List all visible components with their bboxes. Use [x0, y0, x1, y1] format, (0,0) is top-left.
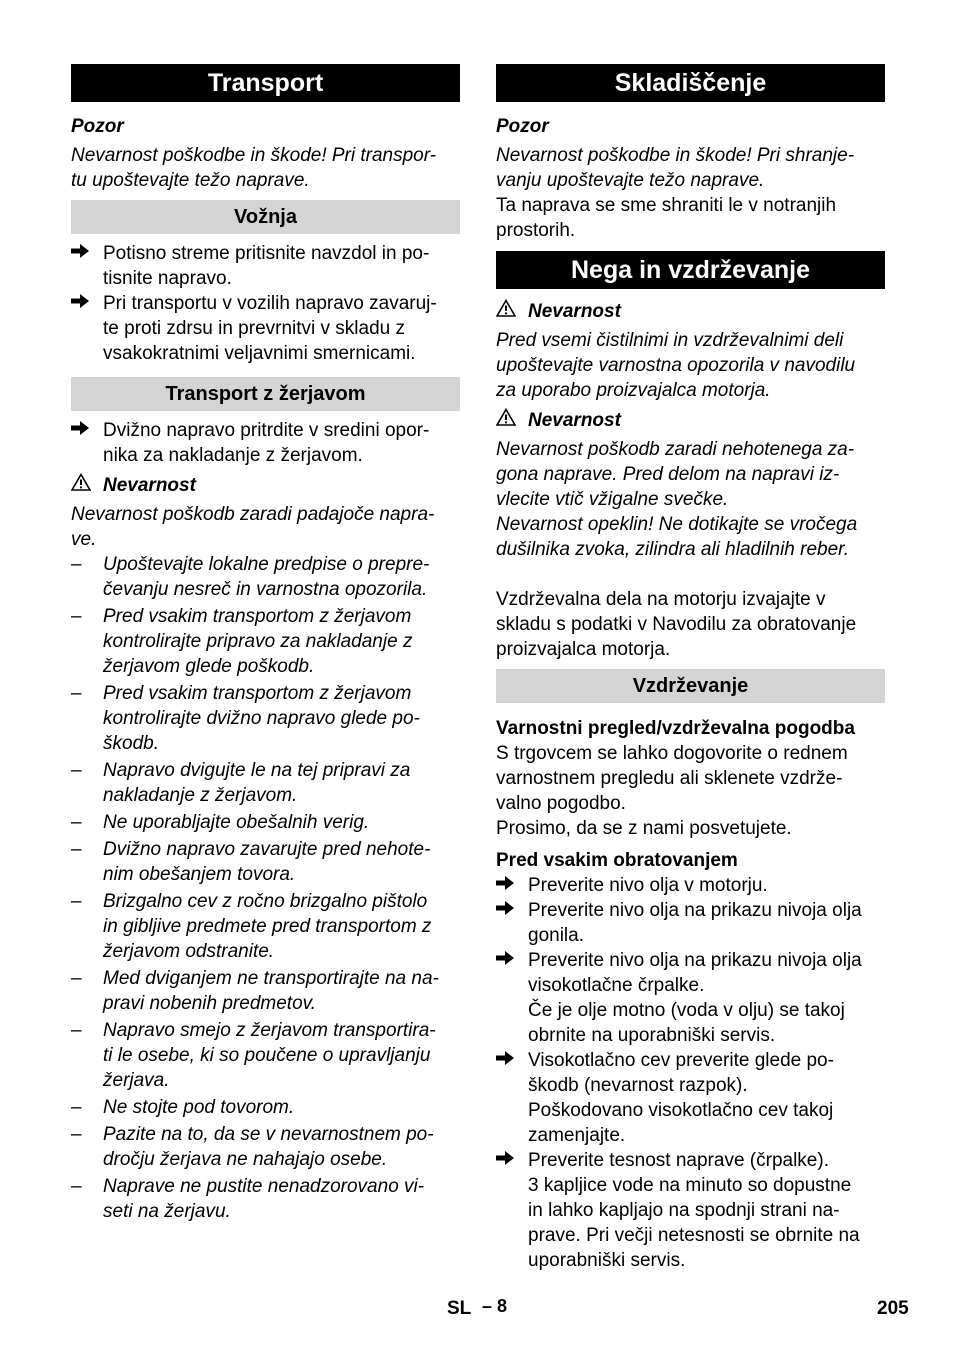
crane-rule-item: – Upoštevajte lokalne predpise o prepre- čevanju nesreč in varnostna opozorila. [71, 554, 430, 600]
arrow-right-icon [496, 898, 528, 948]
arrow-right-icon [71, 291, 103, 366]
warning-triangle-icon [496, 408, 516, 433]
storage-pozor-line-1: Nevarnost poškodbe in škode! Pri shranje- [496, 145, 855, 166]
voznja-step-2: Pri transportu v vozilih napravo zavaruj- te proti zdrsu in prevrnitvi v skladu z vsakokratnimi veljavnimi smernicami. [71, 291, 460, 366]
care-danger-1: Nevarnost [496, 299, 885, 324]
crane-rule-item: – Ne uporabljajte obešalnih verig. [71, 812, 370, 833]
arrow-right-icon [496, 873, 528, 898]
storage-text-line-2: prostorih. [496, 220, 576, 241]
dash-bullet: – [71, 968, 82, 989]
maintenance-step: Preverite nivo olja v motorju. [496, 873, 885, 898]
transport-pozor-line-1: Nevarnost poškodbe in škode! Pri transpor- [71, 145, 437, 166]
crane-heading: Transport z žerjavom [71, 377, 460, 411]
maintenance-step: Visokotlačno cev preverite glede po- škodb (nevarnost razpok). Poškodovano visokotlačno cev takoj zamenjajte. [496, 1048, 885, 1148]
dash-bullet: – [71, 839, 82, 860]
crane-rule-item: – Naprave ne pustite nenadzorovano vi- seti na žerjavu. [71, 1176, 425, 1222]
crane-danger-line-2: ve. [71, 529, 97, 550]
crane-rule-item: – Ne stojte pod tovorom. [71, 1097, 295, 1118]
crane-rule-item: – Napravo smejo z žerjavom transportira- ti le osebe, ki so poučene o upravljanju žerjava. [71, 1020, 436, 1091]
voznja-step-1: Potisno streme pritisnite navzdol in po- tisnite napravo. [71, 241, 460, 291]
warning-triangle-icon [71, 473, 91, 498]
arrow-right-icon [71, 418, 103, 468]
dash-bullet: – [71, 1020, 82, 1041]
crane-rule-item: – Pazite na to, da se v nevarnostnem po- dročju žerjava ne nahajajo osebe. [71, 1124, 434, 1170]
dash-bullet: – [71, 760, 82, 781]
footer-language: SL [447, 1298, 472, 1319]
contract-subheading: Varnostni pregled/vzdrževalna pogodba [496, 718, 855, 739]
crane-rule-item: – Pred vsakim transportom z žerjavom kontrolirajte dvižno napravo glede po- škodb. [71, 683, 420, 754]
storage-pozor-label: Pozor [496, 116, 549, 137]
storage-heading: Skladiščenje [496, 64, 885, 102]
dash-bullet: – [71, 812, 82, 833]
footer-section: – 8 [482, 1296, 508, 1316]
dash-bullet: – [71, 1124, 82, 1145]
crane-rules-list [71, 552, 460, 1224]
storage-text-line-1: Ta naprava se sme shraniti le v notranjih [496, 195, 837, 216]
crane-step: Dvižno napravo pritrdite v sredini opor- nika za nakladanje z žerjavom. [71, 418, 460, 468]
crane-rule-item: – Napravo dvigujte le na tej pripravi za nakladanje z žerjavom. [71, 760, 411, 806]
transport-heading: Transport [71, 64, 460, 102]
arrow-right-icon [71, 241, 103, 291]
dash-bullet: – [71, 606, 82, 627]
storage-pozor-line-2: vanju upoštevajte težo naprave. [496, 170, 765, 191]
care-heading: Nega in vzdrževanje [496, 251, 885, 289]
crane-danger-line-1: Nevarnost poškodb zaradi padajoče napra- [71, 504, 435, 525]
arrow-right-icon [496, 1048, 528, 1148]
arrow-right-icon [496, 1148, 528, 1273]
right-column: Skladiščenje Pozor Nevarnost poškodbe in škode! Pri shranje- vanju upoštevajte težo naprave. Ta naprava se sme shraniti le v notranjih prostorih. Nega in vzdrževanje Nevarnost Pred vsemi čistilnimi in vzdrževalnimi deli upoštevajte varnostna opozorila v navodilu za uporabo proizvajalca motorja. Nevarnost Nevarnost poškodb zaradi nehotenega za- gona naprave. Pred delom na napravi iz- vlecite vtič vžigalne svečke. Nevarnost opeklin! Ne dotikajte se vročega dušilnika zvoka, zilindra ali hladilnih reber. Vzdrževalna dela na motorju izvajajte v skladu s podatki v Navodilu za obratovanje proizvajalca motorja. Vzdrževanje Varnostni pregled/vzdrževalna pogodba S trgovcem se lahko dogovorite o rednem varnostnem pregledu ali sklenete vzdrže- valno pogodbo. Prosimo, da se z nami posvetujete. Pred vsakim obratovanjem Preverite nivo olja v motorju. Preverite nivo olja na prikazu nivoja olja gonila. Preverite nivo olja na prikazu nivoja olja visokotlačne črpalke. Če je olje motno (voda v olju) se takoj obrnite na uporabniški servis. Visokotlačno cev preverite glede po- škodb (nevarnost razpok). Poškodovano visokotlačno cev takoj zamenjajte. Preverite tesnost naprave (črpalke). 3 kapljice vode na minuto so dopustne in lahko kapljajo na spodnji strani na- prave. Pri večji netesnosti se obrnite na uporabniški servis. [496, 64, 885, 1273]
arrow-right-icon [496, 948, 528, 1048]
maintenance-step: Preverite nivo olja na prikazu nivoja olja visokotlačne črpalke. Če je olje motno (voda v olju) se takoj obrnite na uporabniški servis. [496, 948, 885, 1048]
care-danger-2: Nevarnost [496, 408, 885, 433]
maintenance-step: Preverite nivo olja na prikazu nivoja olja gonila. [496, 898, 885, 948]
before-operation-subheading: Pred vsakim obratovanjem [496, 850, 738, 871]
dash-bullet: – [71, 683, 82, 704]
left-column [71, 64, 460, 1224]
before-operation-steps [496, 873, 885, 1273]
crane-rule-item: – Brizgalno cev z ročno brizgalno pištolo in gibljive predmete pred transportom z žerjavom odstranite. [71, 891, 432, 962]
page-number: 205 [877, 1298, 909, 1319]
transport-pozor-label: Pozor [71, 116, 124, 137]
voznja-heading: Vožnja [71, 200, 460, 234]
crane-rule-item: – Med dviganjem ne transportirajte na na- pravi nobenih predmetov. [71, 968, 439, 1014]
dash-bullet: – [71, 891, 82, 912]
maintenance-step: Preverite tesnost naprave (črpalke). 3 kapljice vode na minuto so dopustne in lahko kapljajo na spodnji strani na- prave. Pri večji netesnosti se obrnite na uporabniški servis. [496, 1148, 885, 1273]
transport-pozor-line-2: tu upoštevajte težo naprave. [71, 170, 310, 191]
dash-bullet: – [71, 1176, 82, 1197]
crane-rule-item: – Pred vsakim transportom z žerjavom kontrolirajte pripravo za nakladanje z žerjavom glede poškodb. [71, 606, 413, 677]
crane-rule-item: – Dvižno napravo zavarujte pred nehote- nim obešanjem tovora. [71, 839, 431, 885]
warning-triangle-icon [496, 299, 516, 324]
dash-bullet: – [71, 1097, 82, 1118]
crane-danger: Nevarnost [71, 473, 460, 498]
maintenance-heading: Vzdrževanje [496, 669, 885, 703]
dash-bullet: – [71, 554, 82, 575]
